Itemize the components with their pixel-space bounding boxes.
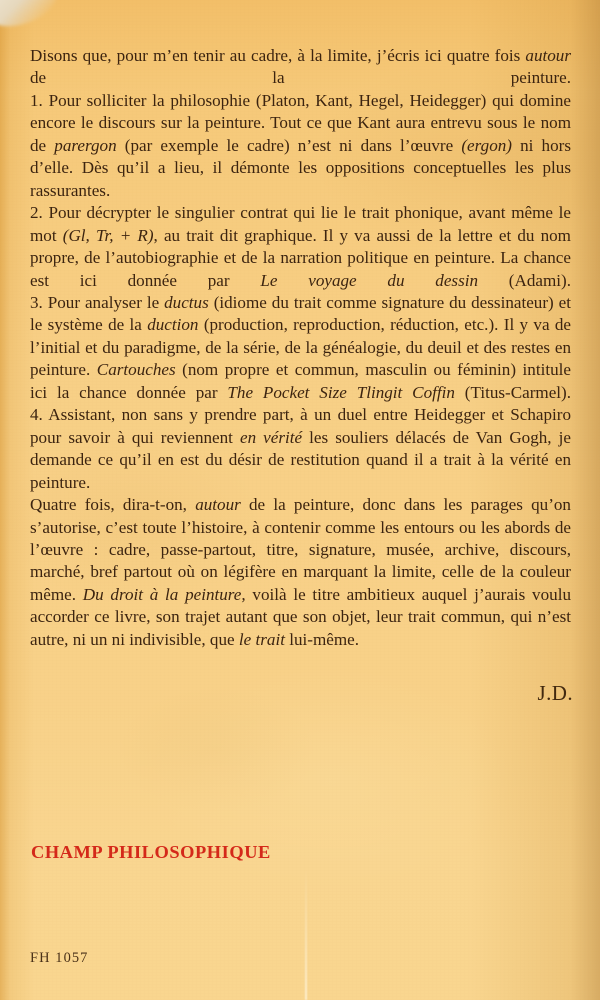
emphasis-text: Cartouches — [96, 360, 176, 380]
collection-series-title: CHAMP PHILOSOPHIQUE — [31, 842, 271, 862]
emphasis-text: le trait — [238, 629, 285, 649]
emphasis-text: autour — [525, 46, 571, 65]
emphasis-text: parergon — [54, 135, 117, 155]
emphasis-text: The Pocket Size Tlingit Coffin — [227, 382, 455, 402]
blurb-paragraph-point-4: 4. Assistant, non sans y prendre part, à un duel entre Heidegger et Schapiro pour savoir à qui reviennent en vérité les souliers délacés de Van Gogh, je demande ce qu’il en est du désir de restitution quand il a trait à la vérité en peinture. — [30, 405, 571, 492]
blurb-paragraph-closing: Quatre fois, dira-t-on, autour de la peinture, donc dans les parages qu’on s’autorise, c’est toute l’histoire, à contenir comme les entours ou les abords de l’œuvre : cadre, passe-partout, titre, signature, musée, archive, discours, marché, bref partout où on légifère en marquant la limite, celle de la couleur même. Du droit à la peinture, voilà le titre ambitieux auquel j’aurais voulu accorder ce livre, son trajet autant que son objet, leur trait commun, qui n’est autre, ni un ni indivisible, que le trait lui-même. — [30, 495, 571, 649]
blurb-paragraph-intro: Disons que, pour m’en tenir au cadre, à la limite, j’écris ici quatre fois autour de la peinture. — [30, 46, 571, 88]
blurb-paragraph-point-1: 1. Pour solliciter la philosophie (Platon, Kant, Hegel, Heidegger) qui domine encore le discours sur la peinture. Tout ce que Kant aura entrevu sous le nom de parergon (par exemple le cadre) n’est ni dans l’œuvre (ergon) ni hors d’elle. Dès qu’il a lieu, il démonte les oppositions conceptuelles les plus rassurantes. — [30, 90, 571, 200]
emphasis-text: Du droit à la peinture, — [82, 584, 246, 604]
emphasis-text: (Gl, Tr, + R) — [62, 225, 154, 245]
emphasis-text: ductus — [164, 292, 209, 312]
catalog-number: FH 1057 — [30, 950, 89, 966]
blurb-text-block — [30, 45, 571, 651]
emphasis-text: Le voyage du dessin — [260, 270, 479, 290]
blurb-paragraph-point-2: 2. Pour décrypter le singulier contrat qui lie le trait phonique, avant même le mot (Gl, Tr, + R), au trait dit graphique. Il y va aussi de la lettre et du nom propre, de l’autobiographie et de la narration politique en peinture. La chance est ici donnée par Le voyage du dessin (Adami). — [30, 203, 571, 290]
emphasis-text: en vérité — [239, 427, 303, 447]
emphasis-text: autour — [195, 495, 241, 515]
author-initials-signature: J.D. — [537, 681, 573, 705]
emphasis-text: (ergon) — [461, 135, 512, 155]
emphasis-text: duction — [147, 315, 199, 335]
blurb-paragraph-point-3: 3. Pour analyser le ductus (idiome du trait comme signature du dessinateur) et le système de la duction (production, reproduction, réduction, etc.). Il y va de l’initial et du paradigme, de la série, de la généalogie, du deuil et des restes en peinture. Cartouches (nom propre et commun, masculin ou féminin) intitule ici la chance donnée par The Pocket Size Tlingit Coffin (Titus-Carmel). — [30, 292, 572, 402]
